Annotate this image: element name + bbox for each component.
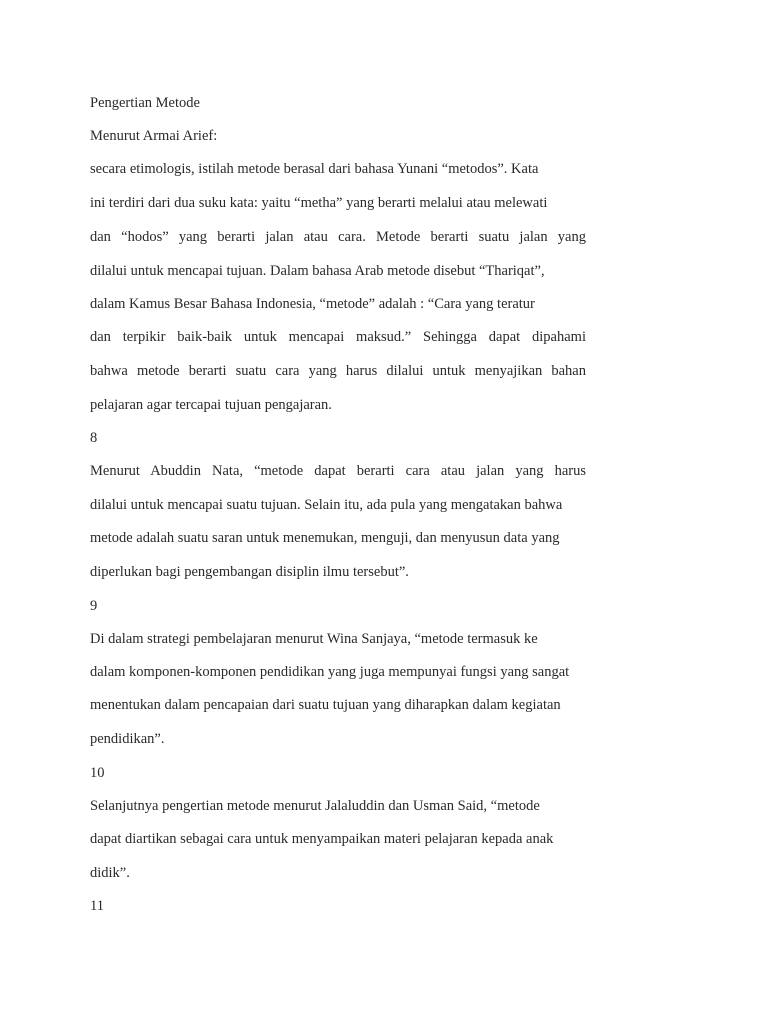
paragraph-line: dalam komponen-komponen pendidikan yang juga mempunyai fungsi yang sangat	[90, 664, 570, 680]
paragraph-line: pelajaran agar tercapai tujuan pengajaran.	[90, 397, 332, 413]
paragraph-line: Menurut Abuddin Nata, “metode dapat berarti cara atau jalan yang harus	[90, 463, 586, 479]
page-title: Pengertian Metode	[90, 95, 200, 111]
paragraph-line: didik”.	[90, 865, 130, 881]
footnote-number: 11	[90, 898, 104, 914]
paragraph-line: pendidikan”.	[90, 731, 165, 747]
paragraph-line: secara etimologis, istilah metode berasal dari bahasa Yunani “metodos”. Kata	[90, 161, 539, 177]
footnote-number: 9	[90, 598, 98, 614]
paragraph-line: bahwa metode berarti suatu cara yang harus dilalui untuk menyajikan bahan	[90, 363, 586, 379]
paragraph-line: dapat diartikan sebagai cara untuk menyampaikan materi pelajaran kepada anak	[90, 831, 554, 847]
paragraph-line: dalam Kamus Besar Bahasa Indonesia, “metode” adalah : “Cara yang teratur	[90, 296, 535, 312]
paragraph-line: dilalui untuk mencapai suatu tujuan. Selain itu, ada pula yang mengatakan bahwa	[90, 497, 563, 513]
paragraph-line: dan “hodos” yang berarti jalan atau cara. Metode berarti suatu jalan yang	[90, 229, 586, 245]
footnote-number: 8	[90, 430, 98, 446]
footnote-number: 10	[90, 765, 105, 781]
paragraph-line: diperlukan bagi pengembangan disiplin ilmu tersebut”.	[90, 564, 409, 580]
paragraph-line: ini terdiri dari dua suku kata: yaitu “metha” yang berarti melalui atau melewati	[90, 195, 548, 211]
paragraph-line: dilalui untuk mencapai tujuan. Dalam bahasa Arab metode disebut “Thariqat”,	[90, 263, 545, 279]
paragraph-line: menentukan dalam pencapaian dari suatu tujuan yang diharapkan dalam kegiatan	[90, 697, 561, 713]
paragraph-line: Selanjutnya pengertian metode menurut Jalaluddin dan Usman Said, “metode	[90, 798, 540, 814]
paragraph-line: metode adalah suatu saran untuk menemukan, menguji, dan menyusun data yang	[90, 530, 560, 546]
section-heading: Menurut Armai Arief:	[90, 128, 218, 144]
paragraph-line: Di dalam strategi pembelajaran menurut Wina Sanjaya, “metode termasuk ke	[90, 631, 538, 647]
paragraph-line: dan terpikir baik-baik untuk mencapai maksud.” Sehingga dapat dipahami	[90, 329, 586, 345]
